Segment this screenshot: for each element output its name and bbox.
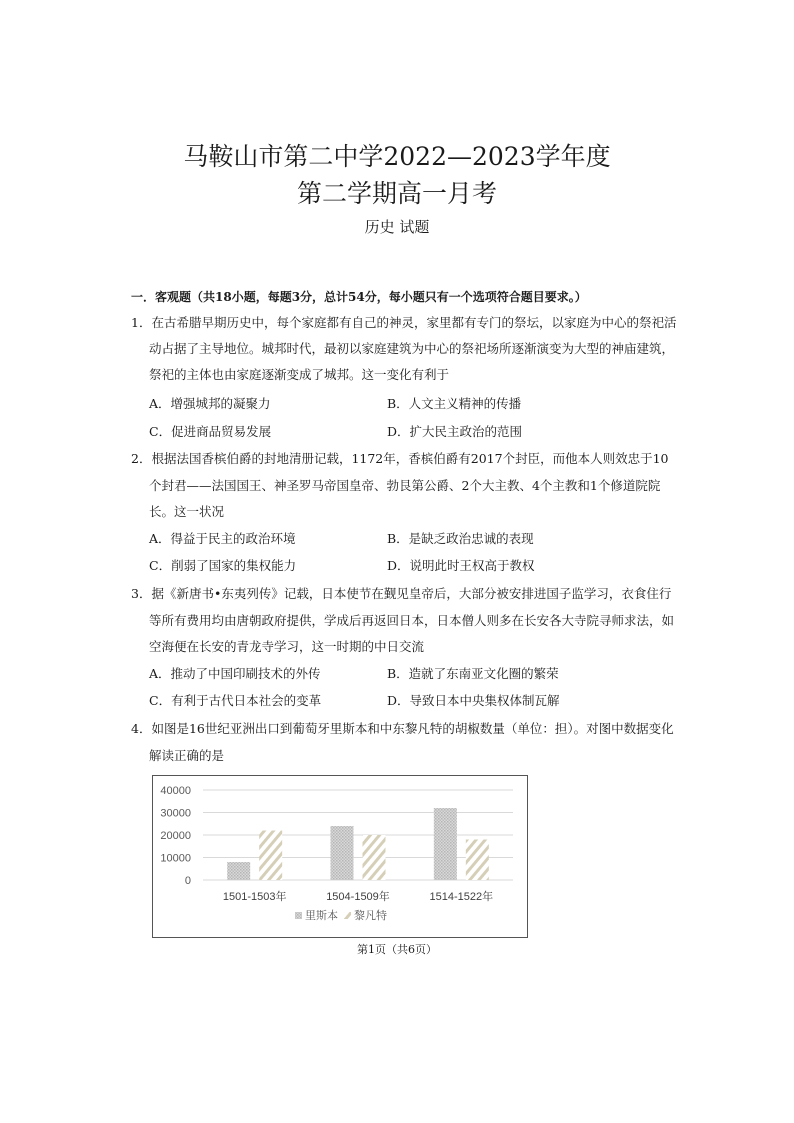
y-tick-label: 30000 — [160, 807, 191, 820]
y-tick-label: 0 — [184, 875, 191, 887]
legend-label-levant: 黎凡特 — [354, 910, 387, 922]
q4-line1: 4．如图是16世纪亚洲出口到葡萄牙里斯本和中东黎凡特的胡椒数量（单位：担）。对图中数据变化 — [131, 721, 674, 736]
page-footer: 第1页（共6页） — [357, 943, 437, 956]
bar-levant-2 — [363, 835, 386, 880]
q3-option-d: D．导致日本中央集权体制瓦解 — [387, 693, 560, 708]
exam-title-line2: 第二学期高一月考 — [296, 179, 497, 208]
y-tick-label: 10000 — [160, 852, 191, 865]
q3-option-b: B．造就了东南亚文化圈的繁荣 — [387, 666, 559, 681]
q1-option-d: D．扩大民主政治的范围 — [387, 424, 523, 439]
bar-lisbon-2 — [331, 826, 354, 880]
q3-option-c: C．有利于古代日本社会的变革 — [149, 693, 322, 708]
q1-line2: 动占据了主导地位。城邦时代，最初以家庭建筑为中心的祭祀场所逐渐演变为大型的神庙建筑， — [149, 341, 675, 356]
chart-legend — [295, 908, 387, 922]
exam-subject: 历史 试题 — [364, 218, 430, 236]
q1-line1: 1．在古希腊早期历史中，每个家庭都有自己的神灵，家里都有专门的祭坛，以家庭为中心的祭祀活 — [131, 315, 677, 330]
q2-option-b: B．是缺乏政治忠诚的表现 — [387, 531, 534, 546]
y-tick-label: 20000 — [160, 830, 191, 842]
q2-option-a: A．得益于民主的政治环境 — [149, 531, 296, 546]
chart-y-ticks — [160, 785, 191, 887]
bar-levant-3 — [466, 840, 489, 881]
q2-line1: 2．根据法国香槟伯爵的封地清册记载，1172年，香槟伯爵有2017个封臣，而他本人则效忠于10 — [131, 451, 669, 466]
chart-bars — [227, 808, 489, 880]
x-tick-label: 1504-1509年 — [326, 891, 390, 903]
q2-option-d: D．说明此时王权高于教权 — [387, 558, 535, 573]
section-heading: 一．客观题（共18小题，每题3分，总计54分，每小题只有一个选项符合题目要求。） — [131, 290, 587, 304]
chart-x-ticks — [223, 889, 493, 903]
q3-line2: 等所有费用均由唐朝政府提供，学成后再返回日本，日本僧人则多在长安各大寺院寻师求法，如 — [149, 613, 675, 628]
q4-line2: 解读正确的是 — [149, 748, 225, 763]
x-tick-label: 1501-1503年 — [222, 891, 287, 903]
q2-option-c: C．削弱了国家的集权能力 — [149, 558, 297, 573]
q1-line3: 祭祀的主体也由家庭逐渐变成了城邦。这一变化有利于 — [149, 367, 450, 382]
pepper-chart-svg — [153, 776, 527, 937]
bar-lisbon-1 — [227, 862, 250, 880]
q2-line3: 长。这一状况 — [149, 504, 225, 519]
y-tick-label: 40000 — [160, 785, 191, 797]
bar-levant-1 — [259, 831, 282, 881]
q3-line1: 3．据《新唐书•东夷列传》记载，日本使节在觐见皇帝后，大部分被安排进国子监学习，衣食住行 — [131, 586, 672, 601]
q3-line3: 空海便在长安的青龙寺学习，这一时期的中日交流 — [149, 639, 425, 654]
q3-option-a: A．推动了中国印刷技术的外传 — [149, 666, 321, 681]
legend-swatch-lisbon — [295, 912, 302, 919]
q1-option-a: A．增强城邦的凝聚力 — [149, 396, 271, 411]
q1-option-c: C．促进商品贸易发展 — [149, 424, 272, 439]
legend-swatch-levant — [344, 912, 351, 919]
pepper-chart — [152, 775, 528, 938]
q2-line2: 个封君——法国国王、神圣罗马帝国皇帝、勃艮第公爵、2个大主教、4个主教和1个修道院院 — [149, 478, 661, 493]
exam-title-line1: 马鞍山市第二中学2022—2023学年度 — [183, 142, 611, 171]
x-tick-label: 1514-1522年 — [429, 891, 494, 903]
legend-label-lisbon: 里斯本 — [305, 910, 338, 922]
bar-lisbon-3 — [434, 808, 457, 880]
q1-option-b: B．人文主义精神的传播 — [387, 396, 522, 411]
